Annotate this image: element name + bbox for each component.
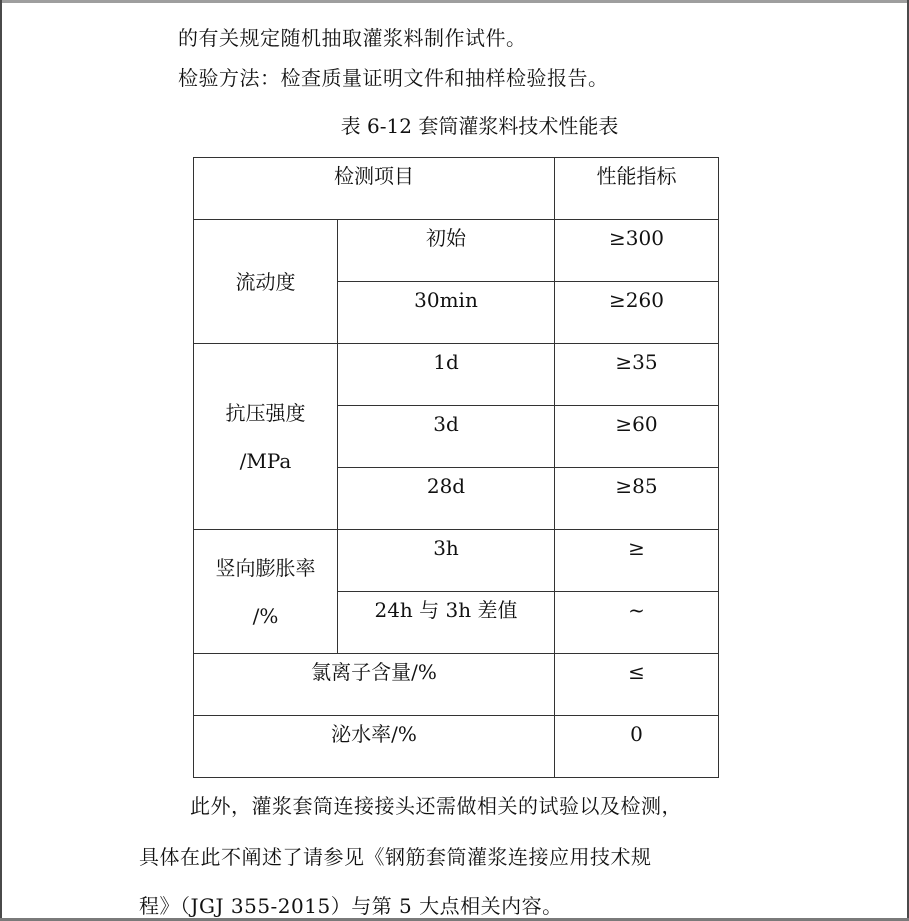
- sub-item: 1d: [338, 344, 555, 406]
- table-row: [194, 716, 719, 778]
- group-compressive-strength: [194, 344, 338, 530]
- group-name-line2: /%: [252, 603, 279, 628]
- index-value: 0: [555, 716, 719, 778]
- paragraph-line-5: 程》（JGJ 355-2015）与第 5 大点相关内容。: [139, 894, 563, 918]
- sub-item: 3d: [338, 406, 555, 468]
- sub-item: 28d: [338, 468, 555, 530]
- index-value: ≥260: [555, 282, 719, 344]
- sub-item: 24h 与 3h 差值: [338, 592, 555, 654]
- index-value: ~: [555, 592, 719, 654]
- paragraph-line-2: 检验方法：检查质量证明文件和抽样检验报告。: [178, 66, 609, 90]
- group-bleeding-rate: 泌水率/%: [194, 716, 555, 778]
- group-name-line1: 竖向膨胀率: [215, 555, 316, 580]
- table-row: [194, 220, 719, 282]
- sub-item: 3h: [338, 530, 555, 592]
- group-vertical-expansion: [194, 530, 338, 654]
- table-row: [194, 344, 719, 406]
- index-value: ≥85: [555, 468, 719, 530]
- index-value: ≥35: [555, 344, 719, 406]
- paragraph-line-4: 具体在此不阐述了请参见《钢筋套筒灌浆连接应用技术规: [139, 845, 652, 869]
- index-value: ≤: [555, 654, 719, 716]
- sub-item: 30min: [338, 282, 555, 344]
- index-value: ≥: [555, 530, 719, 592]
- sub-item: 初始: [338, 220, 555, 282]
- table-caption: 表 6-12 套筒灌浆料技术性能表: [340, 114, 619, 138]
- group-name-line2: /MPa: [239, 448, 292, 473]
- table-header-row: [194, 158, 719, 220]
- header-test-item: 检测项目: [194, 158, 555, 220]
- page-top-border: [0, 0, 909, 3]
- index-value: ≥60: [555, 406, 719, 468]
- header-performance-index: 性能指标: [555, 158, 719, 220]
- group-fluidity: 流动度: [194, 220, 338, 344]
- performance-table: [193, 157, 719, 778]
- table-row: [194, 530, 719, 592]
- group-chloride-content: 氯离子含量/%: [194, 654, 555, 716]
- index-value: ≥300: [555, 220, 719, 282]
- group-name-line1: 抗压强度: [225, 400, 306, 425]
- table-row: [194, 654, 719, 716]
- paragraph-line-3: 此外，灌浆套筒连接接头还需做相关的试验以及检测，: [190, 794, 682, 818]
- paragraph-line-1: 的有关规定随机抽取灌浆料制作试件。: [178, 26, 527, 50]
